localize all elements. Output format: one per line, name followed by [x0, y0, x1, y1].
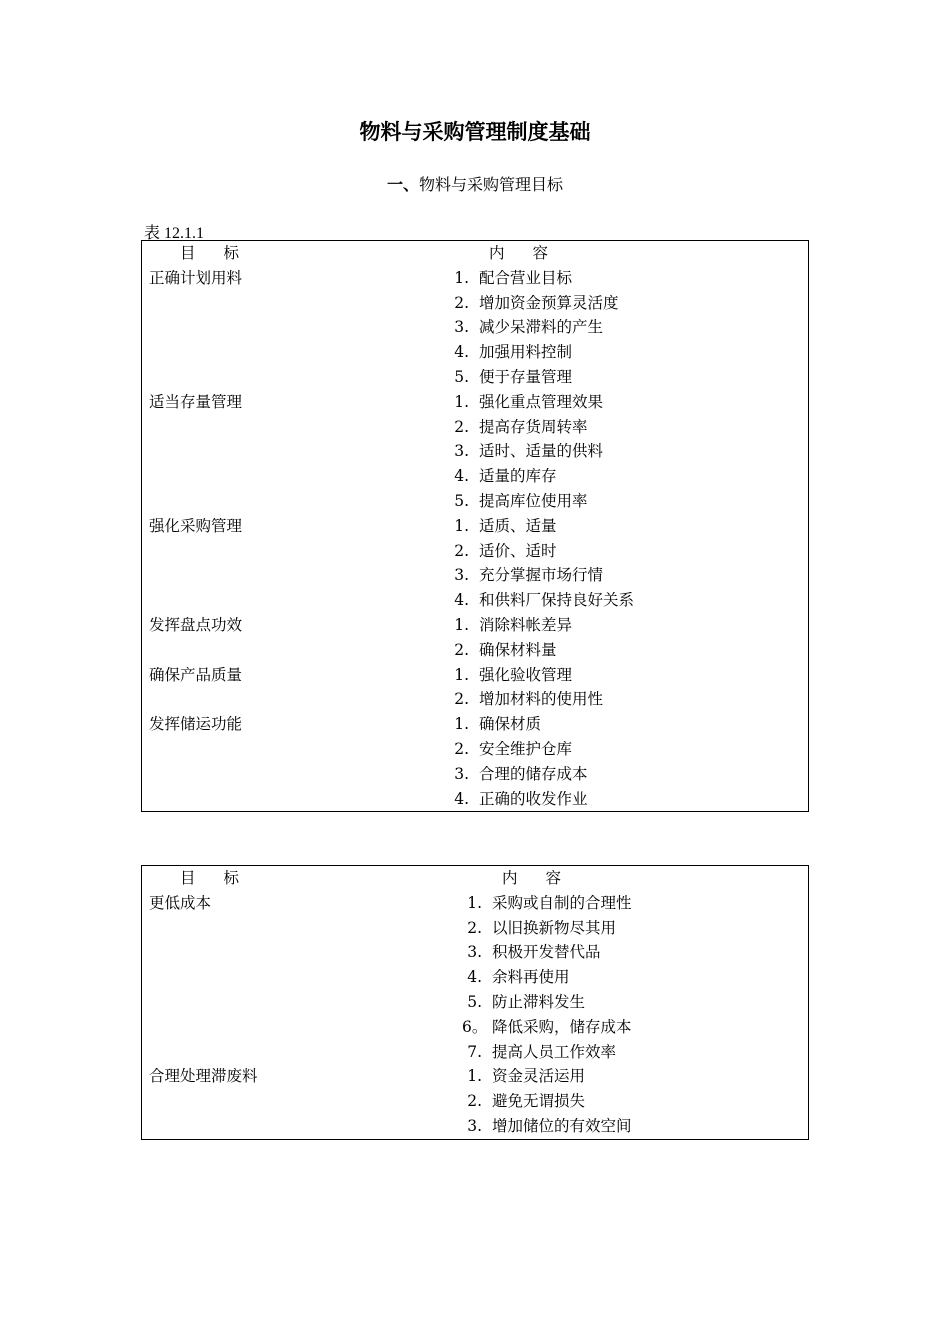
table-row	[142, 365, 808, 390]
table-row	[142, 940, 808, 965]
table-row	[142, 990, 808, 1015]
item-text: 适质、适量	[479, 516, 557, 535]
item-number: 2.	[467, 1092, 482, 1111]
item-number: 2.	[454, 640, 469, 659]
item-number: 4.	[467, 968, 482, 987]
item-text: 和供料厂保持良好关系	[479, 591, 635, 610]
header-goal	[180, 241, 239, 266]
item-text: 适时、适量的供料	[479, 442, 604, 461]
table-caption: 表 12.1.1	[144, 225, 205, 242]
table-row	[142, 1114, 808, 1139]
table-row	[142, 891, 808, 916]
table-row	[142, 916, 808, 941]
item-text: 资金灵活运用	[492, 1067, 586, 1086]
table-row	[142, 315, 808, 340]
document-title: 物料与采购管理制度基础	[359, 120, 591, 144]
item-number: 3.	[467, 1116, 482, 1135]
item-number: 5.	[454, 367, 469, 386]
item-text: 降低采购，储存成本	[492, 1017, 632, 1036]
item-number: 4.	[454, 591, 469, 610]
item-text: 加强用料控制	[479, 343, 573, 362]
header-goal-char: 标	[223, 244, 240, 262]
header-content-char: 容	[532, 244, 549, 262]
item-text: 防止滞料发生	[492, 992, 586, 1011]
item-number: 2.	[454, 541, 469, 560]
item-number: 4.	[454, 467, 469, 486]
table-row	[142, 539, 808, 564]
goal-cell: 适当存量管理	[149, 392, 243, 411]
item-text: 增加储位的有效空间	[492, 1116, 632, 1135]
header-content-char: 容	[545, 869, 562, 887]
table-row	[142, 965, 808, 990]
item-text: 强化重点管理效果	[479, 392, 604, 411]
item-text: 充分掌握市场行情	[479, 566, 604, 585]
item-text: 避免无谓损失	[492, 1092, 586, 1111]
item-number: 2.	[454, 739, 469, 758]
table-row	[142, 687, 808, 712]
item-number: 3.	[454, 764, 469, 783]
table-header-row	[142, 866, 808, 891]
table-row	[142, 1015, 808, 1040]
item-text: 提高库位使用率	[479, 491, 588, 510]
item-number: 5.	[454, 491, 469, 510]
table-row	[142, 291, 808, 316]
item-number: 1.	[454, 715, 469, 734]
item-text: 确保材料量	[479, 640, 557, 659]
goal-cell: 发挥储运功能	[149, 715, 243, 734]
header-content	[489, 241, 548, 266]
item-number: 3.	[454, 442, 469, 461]
table-row	[142, 762, 808, 787]
table-row	[142, 613, 808, 638]
header-goal-char: 目	[180, 869, 196, 887]
header-goal	[180, 866, 239, 891]
goal-cell: 更低成本	[149, 893, 212, 912]
header-content-char: 内	[489, 244, 505, 262]
table-row	[142, 439, 808, 464]
item-number: 5.	[467, 992, 482, 1011]
item-text: 提高人员工作效率	[492, 1042, 617, 1061]
table-row	[142, 712, 808, 737]
item-number: 1.	[467, 893, 482, 912]
section-title: 物料与采购管理目标	[419, 175, 564, 194]
table-row	[142, 787, 808, 812]
item-text: 安全维护仓库	[479, 739, 573, 758]
item-text: 适价、适时	[479, 541, 557, 560]
item-text: 强化验收管理	[479, 665, 573, 684]
item-text: 消除料帐差异	[479, 615, 573, 634]
item-number: 2.	[467, 918, 482, 937]
item-number: 2.	[454, 417, 469, 436]
table-row	[142, 563, 808, 588]
item-text: 增加材料的使用性	[479, 690, 604, 709]
goal-cell: 确保产品质量	[149, 665, 243, 684]
item-number: 1.	[454, 615, 469, 634]
table-row	[142, 390, 808, 415]
item-number: 3.	[454, 566, 469, 585]
table-row	[142, 340, 808, 365]
table-header-row	[142, 241, 808, 266]
table-row	[142, 1040, 808, 1065]
item-number: 4.	[454, 789, 469, 808]
item-text: 余料再使用	[492, 968, 570, 987]
item-number: 1.	[454, 665, 469, 684]
table-row	[142, 514, 808, 539]
item-text: 配合营业目标	[479, 268, 573, 287]
section-number: 一、	[386, 175, 419, 194]
goals-table-1	[141, 240, 809, 812]
item-text: 正确的收发作业	[479, 789, 588, 808]
table-row	[142, 1064, 808, 1089]
item-number: 1.	[467, 1067, 482, 1086]
header-goal-char: 目	[180, 244, 196, 262]
goal-cell: 发挥盘点功效	[149, 615, 243, 634]
item-number: 6。	[462, 1017, 488, 1036]
item-number: 3.	[454, 318, 469, 337]
item-text: 合理的储存成本	[479, 764, 588, 783]
item-text: 便于存量管理	[479, 367, 573, 386]
section-heading	[0, 172, 950, 195]
goal-cell: 强化采购管理	[149, 516, 243, 535]
item-text: 采购或自制的合理性	[492, 893, 632, 912]
table-row	[142, 415, 808, 440]
table-row	[142, 464, 808, 489]
item-number: 1.	[454, 392, 469, 411]
item-text: 确保材质	[479, 715, 542, 734]
item-text: 以旧换新物尽其用	[492, 918, 617, 937]
header-content	[502, 866, 561, 891]
table-row	[142, 1089, 808, 1114]
header-content-char: 内	[502, 869, 518, 887]
header-goal-char: 标	[223, 869, 240, 887]
table-row	[142, 663, 808, 688]
item-number: 7.	[467, 1042, 482, 1061]
item-number: 3.	[467, 943, 482, 962]
item-number: 1.	[454, 268, 469, 287]
item-text: 提高存货周转率	[479, 417, 588, 436]
table-row	[142, 638, 808, 663]
goal-cell: 正确计划用料	[149, 268, 243, 287]
item-number: 4.	[454, 343, 469, 362]
item-text: 增加资金预算灵活度	[479, 293, 619, 312]
item-number: 1.	[454, 516, 469, 535]
item-text: 积极开发替代品	[492, 943, 601, 962]
item-text: 减少呆滞料的产生	[479, 318, 604, 337]
table-row	[142, 737, 808, 762]
goals-table-2	[141, 865, 809, 1140]
table-row	[142, 266, 808, 291]
table-row	[142, 588, 808, 613]
goal-cell: 合理处理滞废料	[149, 1067, 258, 1086]
item-number: 2.	[454, 690, 469, 709]
item-text: 适量的库存	[479, 467, 557, 486]
table-row	[142, 489, 808, 514]
item-number: 2.	[454, 293, 469, 312]
